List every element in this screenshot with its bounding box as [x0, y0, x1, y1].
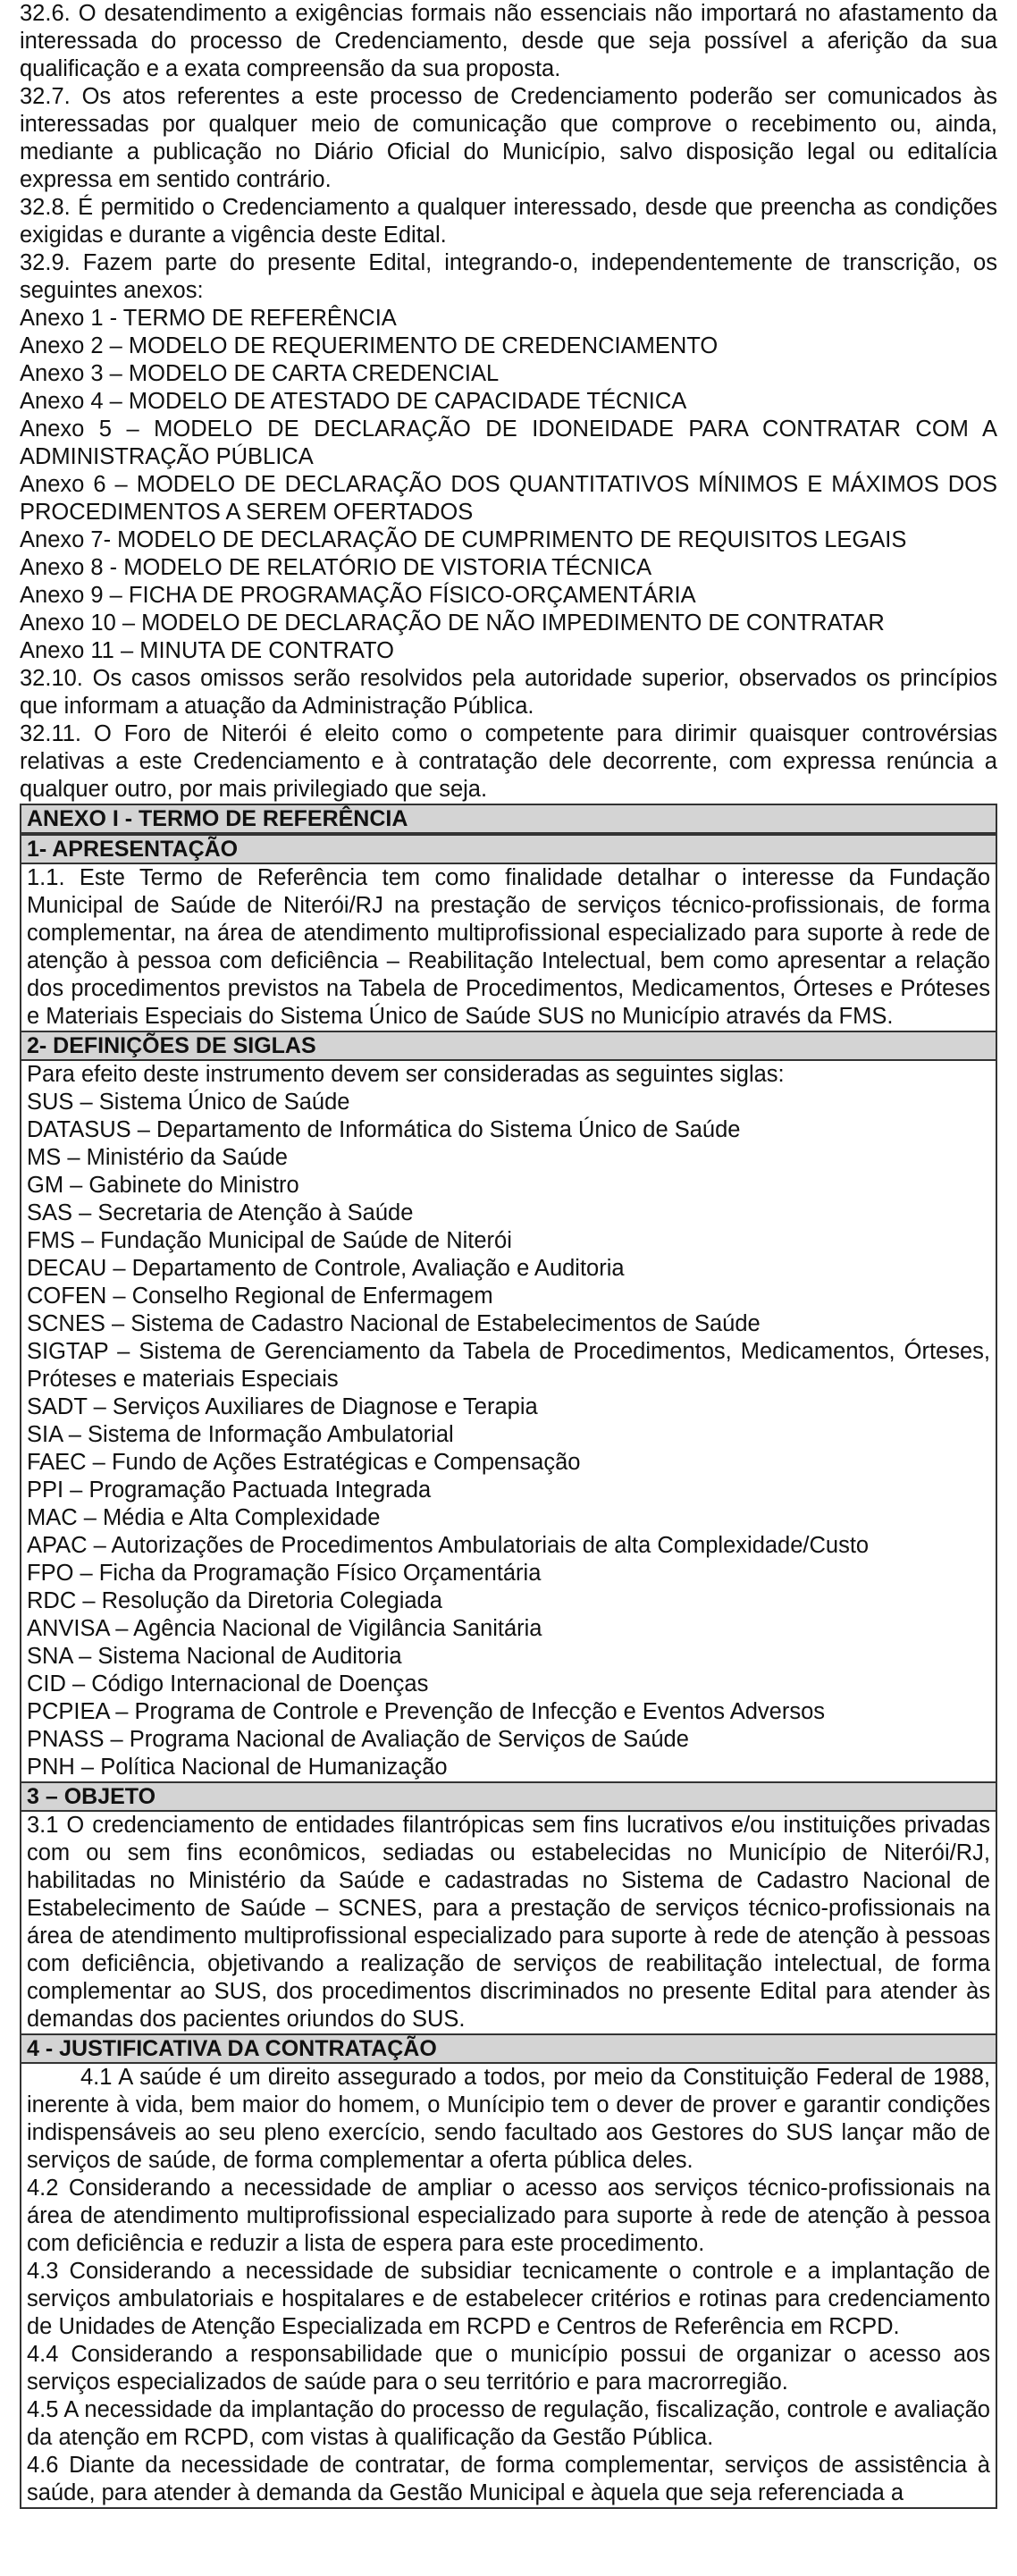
justificativa-paragraph: 4.5 A necessidade da implantação do processo de regulação, fiscalização, controle e avaliação da atenção em RCPD, com vistas à qualificação da Gestão Pública.	[27, 2397, 990, 2450]
annex-item: Anexo 8 - MODELO DE RELATÓRIO DE VISTORIA TÉCNICA	[20, 555, 652, 580]
sigla-item: SIA – Sistema de Informação Ambulatorial	[27, 1422, 454, 1447]
sigla-item: PNASS – Programa Nacional de Avaliação de Serviços de Saúde	[27, 1727, 689, 1752]
section-apresentacao	[20, 834, 997, 1031]
sigla-item: ANVISA – Agência Nacional de Vigilância Sanitária	[27, 1616, 542, 1641]
section-text: 1.1. Este Termo de Referência tem como finalidade detalhar o interesse da Fundação Municipal de Saúde de Niterói/RJ na prestação de serviços técnico-profissionais, de forma complementar, na área de atendimento multiprofissional especializado para suporte à rede de atenção à pessoa com deficiência – Reabilitação Intelectual, bem como apresentar a relação dos procedimentos previstos na Tabela de Procedimentos, Medicamentos, Órteses e Próteses e Materiais Especiais do Sistema Único de Saúde SUS no Município através da FMS.	[27, 865, 990, 1029]
sigla-item: SNA – Sistema Nacional de Auditoria	[27, 1644, 402, 1669]
section-text: 3.1 O credenciamento de entidades filantrópicas sem fins lucrativos e/ou instituições privadas com ou sem fins econômicos, sediadas ou estabelecidas no Município de Niterói/RJ, habilitadas no Ministério da Saúde e cadastradas no Sistema de Cadastro Nacional de Estabelecimento de Saúde – SCNES, para a prestação de serviços técnico-profissionais na área de atendimento multiprofissional especializado para suporte à rede de atenção à pessoas com deficiência, objetivando a realização de serviços de reabilitação intelectual, de forma complementar ao SUS, dos procedimentos discriminados no presente Edital para atender às demandas dos pacientes oriundos do SUS.	[27, 1813, 990, 2032]
sigla-item: APAC – Autorizações de Procedimentos Ambulatoriais de alta Complexidade/Custo	[27, 1533, 870, 1558]
section-title: 2- DEFINIÇÕES DE SIGLAS	[21, 1032, 996, 1061]
clause-32-8: 32.8. É permitido o Credenciamento a qualquer interessado, desde que preencha as condições exigidas e durante a vigência deste Edital.	[20, 195, 997, 248]
section-title: 1- APRESENTAÇÃO	[21, 836, 996, 864]
section-lead: Para efeito deste instrumento devem ser consideradas as seguintes siglas:	[27, 1062, 785, 1087]
edital-intro	[20, 0, 997, 804]
annex-item: Anexo 11 – MINUTA DE CONTRATO	[20, 638, 394, 663]
section-siglas	[20, 1031, 997, 1781]
clause-32-9: 32.9. Fazem parte do presente Edital, integrando-o, independentemente de transcrição, os seguintes anexos:	[20, 250, 997, 303]
clause-32-11: 32.11. O Foro de Niterói é eleito como o competente para dirimir quaisquer controvérsias relativas a este Credenciamento e à contratação dele decorrente, com expressa renúncia a qualquer outro, por mais privilegiado que seja.	[20, 721, 997, 802]
sigla-item: SIGTAP – Sistema de Gerenciamento da Tabela de Procedimentos, Medicamentos, Órteses, Próteses e materiais Especiais	[27, 1339, 990, 1392]
sigla-item: FPO – Ficha da Programação Físico Orçamentária	[27, 1561, 542, 1586]
section-title: 4 - JUSTIFICATIVA DA CONTRATAÇÃO	[21, 2035, 996, 2064]
annex-title: ANEXO I - TERMO DE REFERÊNCIA	[21, 805, 996, 834]
section-title: 3 – OBJETO	[21, 1783, 996, 1812]
section-objeto	[20, 1781, 997, 2033]
justificativa-paragraph: 4.3 Considerando a necessidade de subsidiar tecnicamente o controle e a implantação de serviços ambulatoriais e hospitalares e de estabelecer critérios e rotinas para credenciamento de Unidades de Atenção Especializada em RCPD e Centros de Referência em RCPD.	[27, 2259, 990, 2339]
sigla-item: MAC – Média e Alta Complexidade	[27, 1505, 381, 1530]
annex-item: Anexo 9 – FICHA DE PROGRAMAÇÃO FÍSICO-ORÇAMENTÁRIA	[20, 583, 696, 608]
sigla-item: GM – Gabinete do Ministro	[27, 1173, 299, 1198]
sigla-item: FMS – Fundação Municipal de Saúde de Niterói	[27, 1228, 512, 1253]
clause-32-7: 32.7. Os atos referentes a este processo de Credenciamento poderão ser comunicados às interessadas por qualquer meio de comunicação que comprove o recebimento ou, ainda, mediante a publicação no Diário Oficial do Município, salvo disposição legal ou editalícia expressa em sentido contrário.	[20, 84, 997, 192]
sigla-item: MS – Ministério da Saúde	[27, 1145, 288, 1170]
annex-item: Anexo 1 - TERMO DE REFERÊNCIA	[20, 306, 397, 331]
annex-item: Anexo 7- MODELO DE DECLARAÇÃO DE CUMPRIMENTO DE REQUISITOS LEGAIS	[20, 527, 907, 552]
annex-item: Anexo 3 – MODELO DE CARTA CREDENCIAL	[20, 361, 500, 386]
annex-item: Anexo 6 – MODELO DE DECLARAÇÃO DOS QUANTITATIVOS MÍNIMOS E MÁXIMOS DOS PROCEDIMENTOS A SEREM OFERTADOS	[20, 472, 997, 525]
sigla-item: PNH – Política Nacional de Humanização	[27, 1755, 448, 1780]
annex-list	[20, 305, 997, 665]
annex-item: Anexo 2 – MODELO DE REQUERIMENTO DE CREDENCIAMENTO	[20, 333, 719, 358]
clause-32-6: 32.6. O desatendimento a exigências formais não essenciais não importará no afastamento da interessada do processo de Credenciamento, desde que seja possível a aferição da sua qualificação e a exata compreensão da sua proposta.	[20, 1, 997, 81]
annex-table	[20, 804, 997, 2509]
sigla-item: SAS – Secretaria de Atenção à Saúde	[27, 1200, 414, 1225]
sigla-item: DATASUS – Departamento de Informática do Sistema Único de Saúde	[27, 1117, 741, 1142]
annex-item: Anexo 4 – MODELO DE ATESTADO DE CAPACIDADE TÉCNICA	[20, 389, 687, 414]
sigla-item: DECAU – Departamento de Controle, Avaliação e Auditoria	[27, 1256, 625, 1281]
annex-title-row	[20, 804, 997, 834]
justificativa-paragraph: 4.2 Considerando a necessidade de ampliar o acesso aos serviços técnico-profissionais na área de atendimento multiprofissional especializado para suporte à rede de atenção à pessoa com deficiência e reduzir a lista de espera para este procedimento.	[27, 2176, 990, 2256]
sigla-item: COFEN – Conselho Regional de Enfermagem	[27, 1284, 493, 1309]
justificativa-paragraph: 4.4 Considerando a responsabilidade que o município possui de organizar o acesso aos serviços especializados de saúde para o seu território e para macrorregião.	[27, 2342, 990, 2395]
sigla-item: SUS – Sistema Único de Saúde	[27, 1090, 350, 1115]
clause-32-10: 32.10. Os casos omissos serão resolvidos pela autoridade superior, observados os princípios que informam a atuação da Administração Pública.	[20, 666, 997, 719]
sigla-item: FAEC – Fundo de Ações Estratégicas e Compensação	[27, 1450, 581, 1475]
justificativa-paragraph: 4.1 A saúde é um direito assegurado a todos, por meio da Constituição Federal de 1988, inerente à vida, bem maior do homem, o Munícipio tem o dever de prover e garantir condições indispensáveis ao seu pleno exercício, sendo facultado aos Gestores do SUS lançar mão de serviços de saúde, de forma complementar a oferta pública deles.	[27, 2065, 990, 2173]
justificativa-paragraph: 4.6 Diante da necessidade de contratar, de forma complementar, serviços de assistência à saúde, para atender à demanda da Gestão Municipal e àquela que seja referenciada a	[27, 2453, 990, 2505]
sigla-item: SADT – Serviços Auxiliares de Diagnose e Terapia	[27, 1394, 538, 1419]
sigla-item: PPI – Programação Pactuada Integrada	[27, 1477, 432, 1503]
annex-item: Anexo 10 – MODELO DE DECLARAÇÃO DE NÃO IMPEDIMENTO DE CONTRATAR	[20, 610, 885, 636]
section-justificativa	[20, 2033, 997, 2509]
annex-item: Anexo 5 – MODELO DE DECLARAÇÃO DE IDONEIDADE PARA CONTRATAR COM A ADMINISTRAÇÃO PÚBLICA	[20, 417, 997, 469]
sigla-item: RDC – Resolução da Diretoria Colegiada	[27, 1588, 442, 1613]
sigla-item: CID – Código Internacional de Doenças	[27, 1671, 429, 1696]
sigla-item: SCNES – Sistema de Cadastro Nacional de Estabelecimentos de Saúde	[27, 1311, 761, 1336]
sigla-item: PCPIEA – Programa de Controle e Prevenção de Infecção e Eventos Adversos	[27, 1699, 826, 1724]
